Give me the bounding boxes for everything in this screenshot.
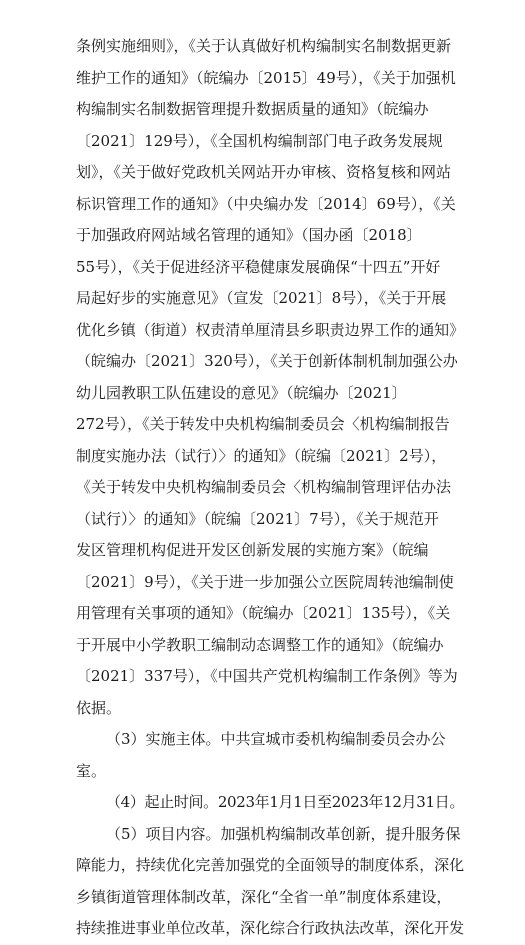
text-line: 272号），《关于转发中央机构编制委员会〈机构编制报告 [76, 415, 450, 433]
paragraph-content-cont: 乡镇街道管理体制改革，深化“全省一单”制度体系建设， [76, 887, 452, 906]
text-line: 划》，《关于做好党政机关网站开办审核、资格复核和网站 [76, 163, 452, 181]
text-line: （皖编办〔2021〕320号），《关于创新体制机制加强公办 [76, 352, 458, 370]
paragraph-period: （4）起止时间。2023年1月1日至2023年12月31日。 [106, 793, 464, 811]
text-line: 构编制实名制数据管理提升数据质量的通知》（皖编办 [76, 100, 429, 118]
text-line: 局起好步的实施意见》（宣发〔2021〕8号），《关于开展 [76, 289, 447, 307]
text-line: 于加强政府网站域名管理的通知》（国办函〔2018〕 [76, 226, 422, 244]
text-line: 〔2021〕337号），《中国共产党机构编制工作条例》等为 [76, 667, 458, 685]
text-line: 55号），《关于促进经济平稳健康发展确保“十四五”开好 [76, 257, 441, 276]
text-line: 〔2021〕129号），《全国机构编制部门电子政务发展规 [76, 131, 443, 150]
text-line: 依据。 [76, 698, 122, 717]
paragraph-implementer-cont: 室。 [76, 761, 107, 780]
paragraph-content-cont: 障能力，持续优化完善加强党的全面领导的制度体系，深化 [76, 856, 464, 874]
text-line: 用管理有关事项的通知》（皖编办〔2021〕135号），《关 [76, 604, 451, 622]
document-body [76, 31, 464, 945]
text-line: 维护工作的通知》（皖编办〔2015〕49号），《关于加强机 [76, 68, 456, 87]
paragraph-content-cont: 持续推进事业单位改革，深化综合行政执法改革，深化开发 [76, 919, 464, 937]
text-line: 发区管理机构促进开发区创新发展的实施方案》（皖编 [76, 541, 429, 559]
text-line: 《关于转发中央机构编制委员会〈机构编制管理评估办法 [76, 478, 452, 496]
text-line: 优化乡镇（街道）权责清单厘清县乡职责边界工作的通知》 [76, 320, 464, 339]
text-line: （试行）〉的通知》（皖编〔2021〕7号），《关于规范开 [76, 509, 439, 528]
paragraph-content: （5）项目内容。加强机构编制改革创新，提升服务保 [106, 824, 461, 843]
text-line: 制度实施办法（试行）〉的通知》（皖编〔2021〕2号）， [76, 446, 447, 465]
text-line: 〔2021〕9号），《关于进一步加强公立医院周转池编制使 [76, 572, 454, 591]
text-line: 于开展中小学教职工编制动态调整工作的通知》（皖编办 [76, 635, 444, 654]
text-line: 条例实施细则》，《关于认真做好机构编制实名制数据更新 [76, 37, 452, 55]
text-line: 标识管理工作的通知》（中央编办发〔2014〕69号），《关 [76, 194, 456, 213]
paragraph-implementer: （3）实施主体。中共宣城市委机构编制委员会办公 [106, 730, 446, 748]
text-line: 幼儿园教职工队伍建设的意见》（皖编办〔2021〕 [76, 383, 407, 402]
